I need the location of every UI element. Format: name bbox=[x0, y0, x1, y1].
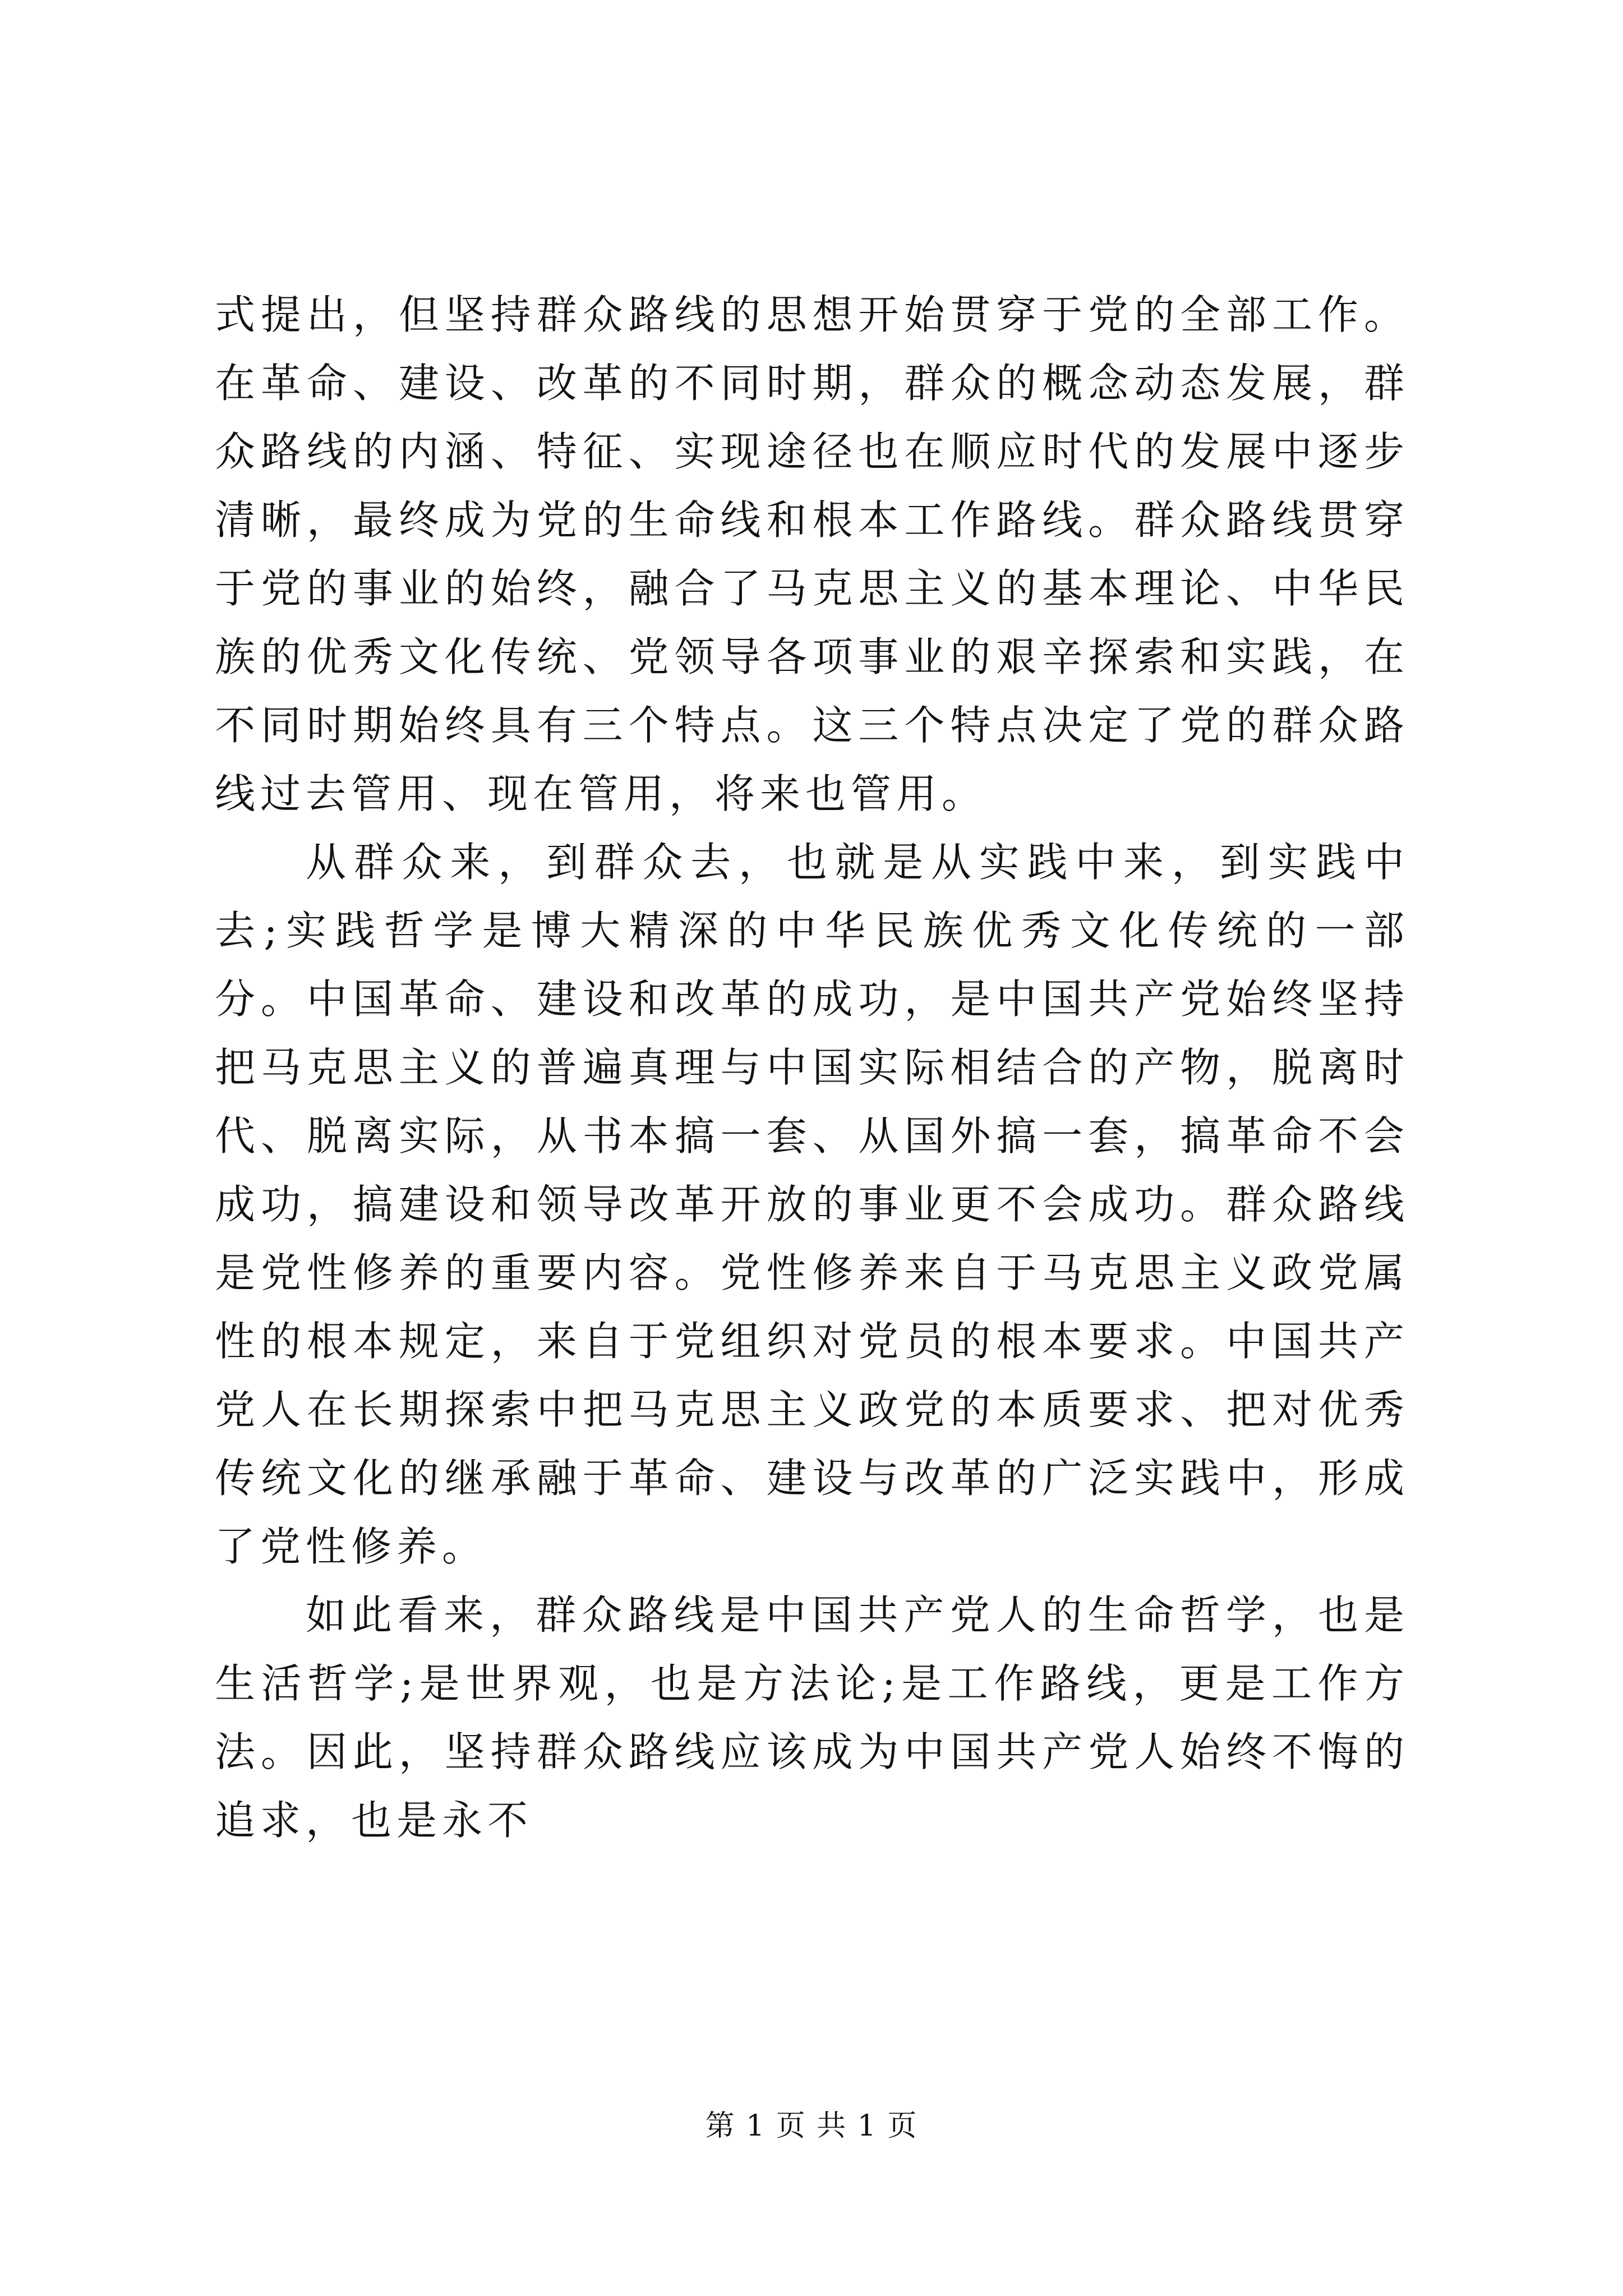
document-body bbox=[215, 280, 1409, 1855]
paragraph-2: 从群众来，到群众去，也就是从实践中来，到实践中去;实践哲学是博大精深的中华民族优秀文化传统的一部分。中国革命、建设和改革的成功，是中国共产党始终坚持把马克思主义的普遍真理与中国实际相结合的产物，脱离时代、脱离实际，从书本搞一套、从国外搞一套，搞革命不会成功，搞建设和领导改革开放的事业更不会成功。群众路线是党性修养的重要内容。党性修养来自于马克思主义政党属性的根本规定，来自于党组织对党员的根本要求。中国共产党人在长期探索中把马克思主义政党的本质要求、把对优秀传统文化的继承融于革命、建设与改革的广泛实践中，形成了党性修养。 bbox=[215, 839, 1409, 1570]
paragraph-3: 如此看来，群众路线是中国共产党人的生命哲学，也是生活哲学;是世界观，也是方法论;是工作路线，更是工作方法。因此，坚持群众路线应该成为中国共产党人始终不悔的追求，也是永不 bbox=[215, 1591, 1409, 1844]
page-footer: 第 1 页 共 1 页 bbox=[705, 2109, 918, 2143]
paragraph-1: 式提出，但坚持群众路线的思想开始贯穿于党的全部工作。在革命、建设、改革的不同时期，群众的概念动态发展，群众路线的内涵、特征、实现途径也在顺应时代的发展中逐步清晰，最终成为党的生命线和根本工作路线。群众路线贯穿于党的事业的始终，融合了马克思主义的基本理论、中华民族的优秀文化传统、党领导各项事业的艰辛探索和实践，在不同时期始终具有三个特点。这三个特点决定了党的群众路线过去管用、现在管用，将来也管用。 bbox=[215, 291, 1409, 817]
